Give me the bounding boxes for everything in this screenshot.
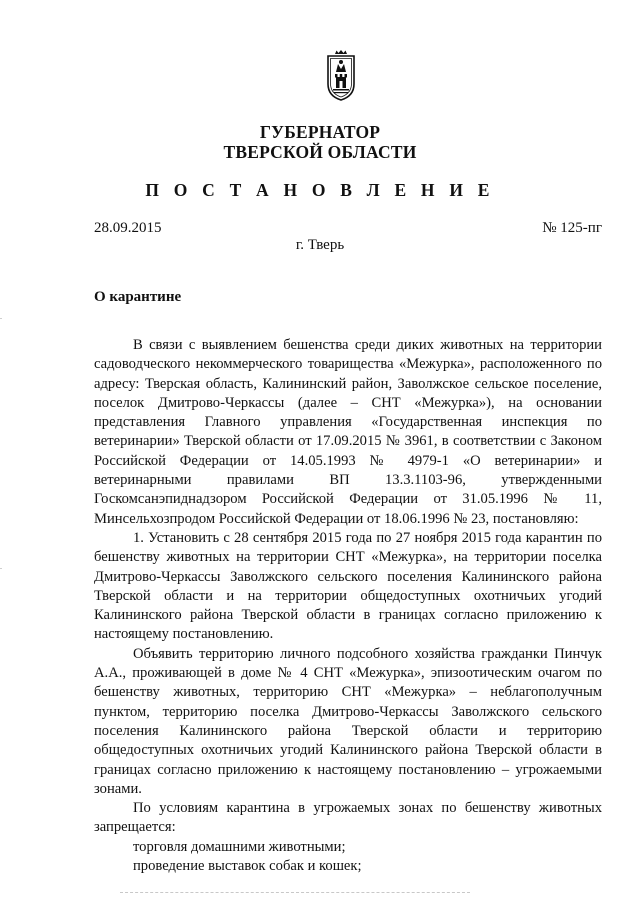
- document-number: № 125-пг: [542, 220, 602, 236]
- scan-edge-mark: [0, 568, 2, 569]
- paragraph-declare: Объявить территорию личного подсобного хозяйства гражданки Пинчук А.А., проживающей в доме № 4 СНТ «Межурка», эпизоотическим очагом по бешенству животных, территорию СНТ «Межурка» – неблагополучным пунктом, территорию поселка Дмитрово-Черкассы Заволжского сельского поселения Калининского района Тверской области и территорию общедоступных охотничьих угодий Калининского района Тверской области в границах согласно приложению к настоящему постановлению – угрожаемыми зонами.: [94, 645, 602, 797]
- paragraph-item-1: 1. Установить с 28 сентября 2015 года по 27 ноября 2015 года карантин по бешенству животных на территории СНТ «Межурка», на территории поселка Дмитрово-Черкассы Заволжского сельского поселения Калининского района Тверской области и на территории общедоступных охотничьих угодий Калининского района Тверской области в границах согласно приложению к настоящему постановлению.: [94, 529, 602, 643]
- document-type: П О С Т А Н О В Л Е Н И Е: [145, 180, 495, 200]
- scan-edge-mark: [0, 318, 2, 319]
- coat-of-arms-icon: [326, 50, 356, 102]
- paragraph-prohibition-2: проведение выставок собак и кошек;: [133, 858, 362, 875]
- paragraph-prohibitions-intro: По условиям карантина в угрожаемых зонах по бешенству животных запрещается:: [94, 800, 602, 836]
- header-line-1: ГУБЕРНАТОР: [259, 122, 381, 142]
- paragraph-preamble: В связи с выявлением бешенства среди диких животных на территории садоводческого некоммерческого товарищества «Межурка», расположенного по адресу: Тверская область, Калининский район, Заволжское сельское поселение, поселок Дмитрово-Черкассы (далее – СНТ «Межурка»), на основании представления Главного управления «Государственная инспекция по ветеринарии» Тверской области от 17.09.2015 № 3961, в соответствии с Законом Российской Федерации от 14.05.1993 № 4979-1 «О ветеринарии» и ветеринарными правилами ВП 13.3.1103-96, утвержденными Госкомсанэпиднадзором Российской Федерации от 31.05.1996 № 11, Минсельхозпродом Российской Федерации от 18.06.1996 № 23, постановляю:: [94, 337, 602, 527]
- scan-footer-line: [120, 892, 470, 893]
- document-date: 28.09.2015: [94, 220, 162, 236]
- document-body: [94, 336, 602, 876]
- header-line-2: ТВЕРСКОЙ ОБЛАСТИ: [223, 142, 417, 162]
- document-subject: О карантине: [94, 289, 182, 305]
- paragraph-prohibition-1: торговля домашними животными;: [133, 838, 346, 855]
- document-city: г. Тверь: [295, 237, 345, 253]
